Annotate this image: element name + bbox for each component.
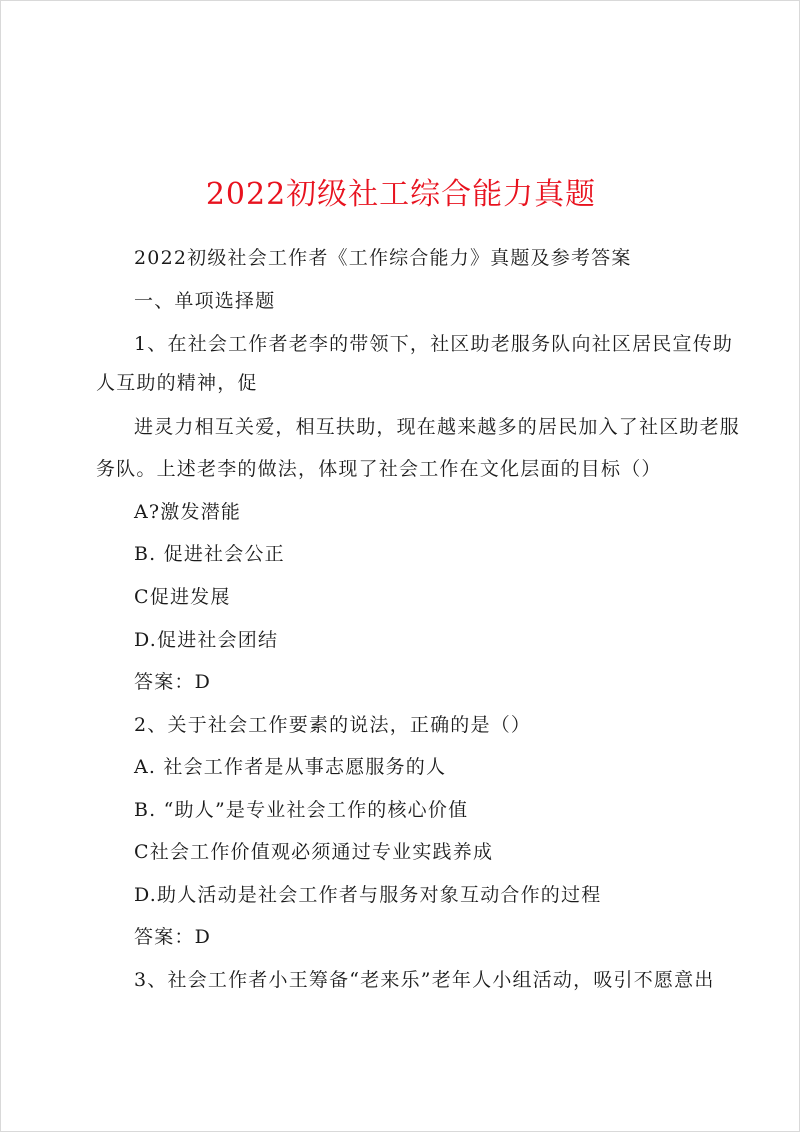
- question-3-stem-line-1: 3、社会工作者小王筹备“老来乐”老年人小组活动，吸引不愿意出: [134, 969, 715, 991]
- question-1-option-b: B. 促进社会公正: [134, 543, 285, 565]
- question-1-answer: 答案：D: [134, 671, 212, 693]
- question-1-stem-line-1: 1、在社会工作者老李的带领下，社区助老服务队向社区居民宣传助: [134, 333, 734, 355]
- question-2-option-c: C社会工作价值观必须通过专业实践养成: [134, 841, 494, 863]
- document-title: 2022初级社工综合能力真题: [205, 177, 597, 212]
- question-1-stem-line-2: 人互助的精神，促: [96, 372, 258, 394]
- question-2-option-a: A. 社会工作者是从事志愿服务的人: [134, 756, 447, 778]
- question-2-stem-line-1: 2、关于社会工作要素的说法，正确的是（）: [134, 714, 532, 736]
- question-1-stem-line-3: 进灵力相互关爱，相互扶助，现在越来越多的居民加入了社区助老服: [134, 416, 741, 438]
- question-2-option-b: B. “助人”是专业社会工作的核心价值: [134, 799, 469, 821]
- question-1-stem-line-4: 务队。上述老李的做法，体现了社会工作在文化层面的目标（）: [96, 458, 662, 480]
- question-2-option-d: D.助人活动是社会工作者与服务对象互动合作的过程: [134, 884, 602, 906]
- document-subtitle: 2022初级社会工作者《工作综合能力》真题及参考答案: [134, 247, 632, 269]
- question-2-answer: 答案：D: [134, 926, 212, 948]
- question-1-option-c: C促进发展: [134, 586, 231, 608]
- question-1-option-a: A?激发潜能: [134, 501, 242, 523]
- section-heading: 一、单项选择题: [134, 290, 276, 312]
- question-1-option-d: D.促进社会团结: [134, 629, 279, 651]
